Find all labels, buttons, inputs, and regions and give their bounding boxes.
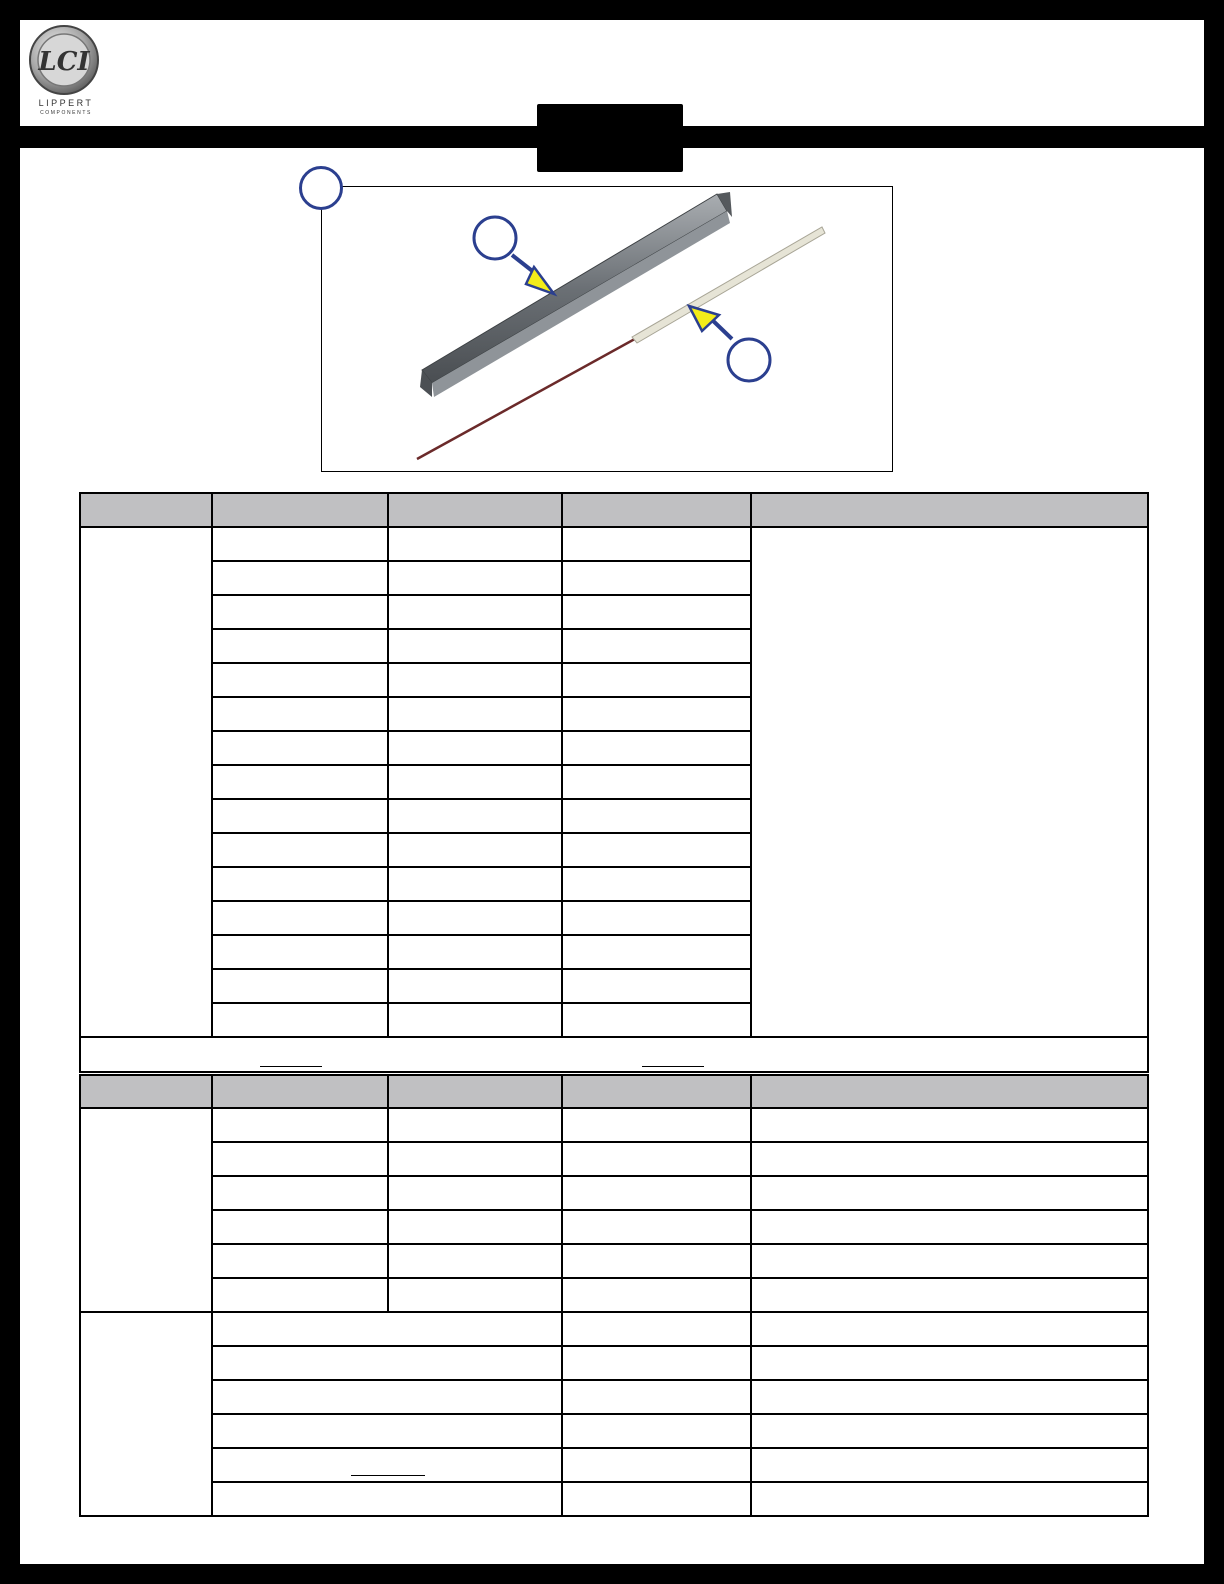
callout-arrow-strip [689, 306, 770, 381]
callout-arrow-rail [474, 217, 554, 294]
table-row [80, 1448, 1148, 1482]
svg-text:LIPPERT: LIPPERT [38, 98, 94, 108]
table1-header-cell [80, 493, 212, 527]
product-figure [321, 186, 893, 472]
svg-text:LCI: LCI [38, 47, 90, 77]
table-row [80, 1142, 1148, 1176]
table-row [80, 527, 1148, 561]
table-row [80, 1210, 1148, 1244]
parts-table-1 [79, 492, 1149, 1073]
row-underline [351, 1475, 425, 1476]
table2-header-cell [212, 1075, 388, 1108]
table1-description-cell [751, 527, 1148, 1037]
table2-header-row [80, 1075, 1148, 1108]
table-row [80, 1278, 1148, 1312]
table2-header-cell [751, 1075, 1148, 1108]
figure-number-callout [299, 166, 343, 210]
table1-group-cell [80, 527, 212, 1037]
table-row [80, 1312, 1148, 1346]
table-row [80, 1176, 1148, 1210]
table-row [80, 1380, 1148, 1414]
table1-header-cell [388, 493, 562, 527]
table-row [80, 1108, 1148, 1142]
svg-text:COMPONENTS: COMPONENTS [40, 110, 92, 116]
table2-group-a-cell [80, 1108, 212, 1312]
note-underline [642, 1066, 704, 1067]
parts-table-2 [79, 1074, 1149, 1517]
header-title-tab [537, 104, 683, 172]
table1-header-row [80, 493, 1148, 527]
table-row [80, 1244, 1148, 1278]
table2-header-cell [80, 1075, 212, 1108]
table1-header-cell [212, 493, 388, 527]
table-row [80, 1414, 1148, 1448]
metal-rail-part [420, 192, 732, 397]
table-row [80, 1346, 1148, 1380]
lippert-logo [26, 24, 106, 116]
table1-note-row [80, 1037, 1148, 1072]
note-underline [260, 1066, 322, 1067]
table-row [80, 1482, 1148, 1516]
table2-header-cell [388, 1075, 562, 1108]
table1-header-cell [751, 493, 1148, 527]
table1-note-cell [80, 1037, 1148, 1072]
table1-header-cell [562, 493, 751, 527]
table2-header-cell [562, 1075, 751, 1108]
table2-group-b-cell [80, 1312, 212, 1516]
